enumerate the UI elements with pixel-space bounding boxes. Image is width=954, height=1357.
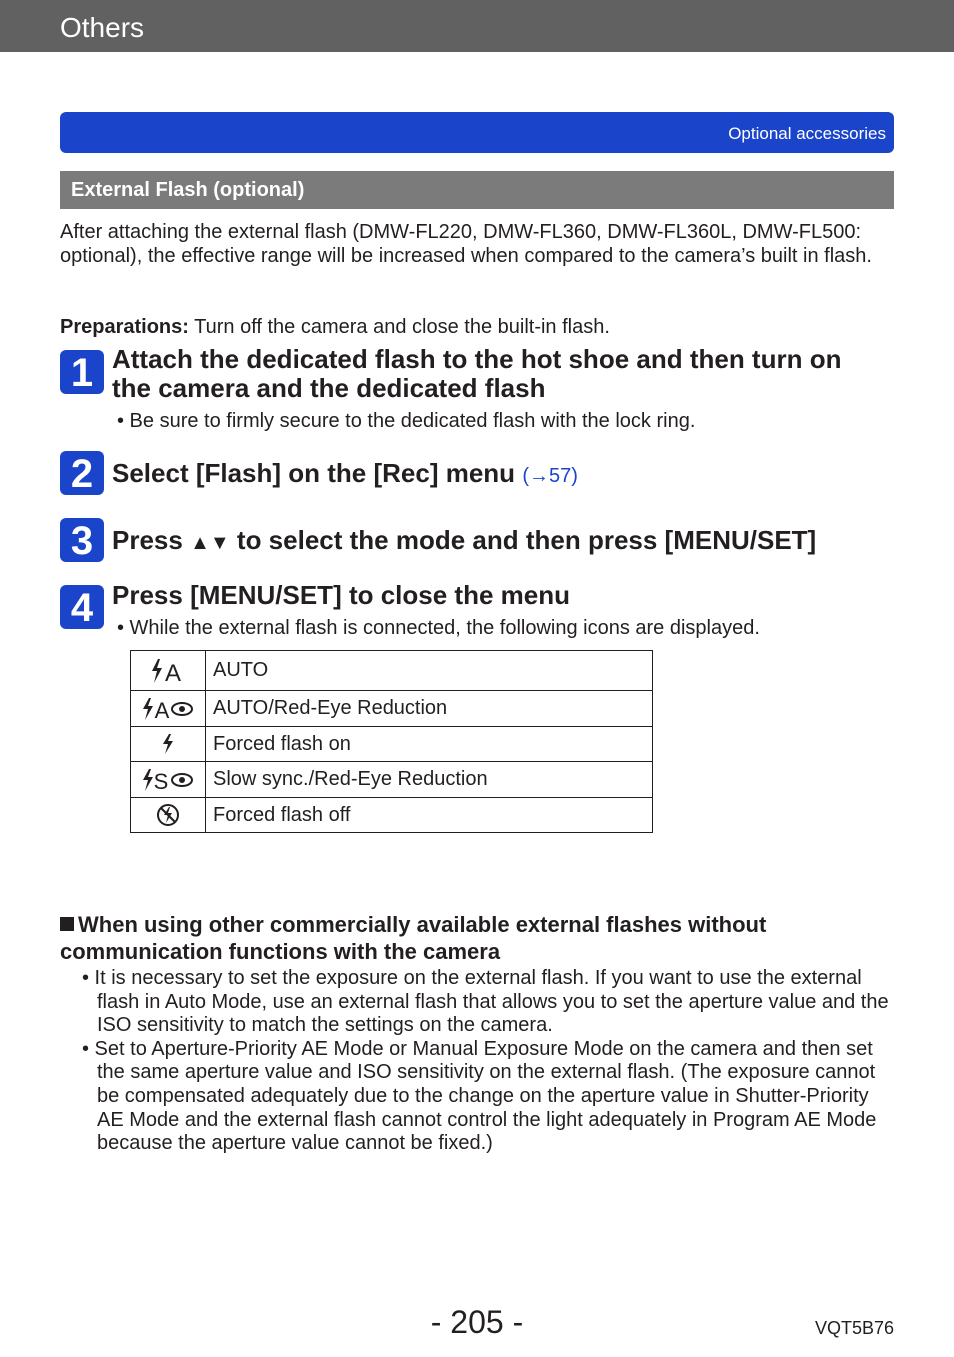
intro-paragraph: After attaching the external flash (DMW-FL220, DMW-FL360, DMW-FL360L, DMW-FL500: optional), the effective range will be increased when compared to the camera’s built in flash. [60,221,872,267]
step-3-title-post: to select the mode and then press [MENU/SET] [236,525,817,555]
step-4-number: 4 [60,585,104,629]
commercial-flash-bullets [82,967,892,1156]
section-title: External Flash (optional) [71,179,305,201]
flash-mode-label: AUTO/Red-Eye Reduction [206,691,653,727]
table-row [131,651,653,691]
flash-auto-red-eye-icon [131,691,206,727]
section-header [60,171,894,209]
svg-text:A: A [164,659,182,684]
bullet-item: • It is necessary to set the exposure on the external flash. If you want to use the external flash in Auto Mode, use an external flash that allows you to set the aperture value and the ISO sensitivity to match the settings on the camera. [82,967,889,1037]
flash-mode-label: Slow sync./Red-Eye Reduction [206,762,653,798]
page-number: - 205 - [430,1304,524,1340]
flash-mode-label: Forced flash off [206,798,653,833]
table-row [131,798,653,833]
square-bullet-icon [60,917,74,931]
flash-mode-label: AUTO [206,651,653,691]
step-3-title [112,526,816,558]
step-3-title-pre: Press [112,525,183,555]
flash-on-icon [131,727,206,762]
commercial-flash-heading-text: When using other commercially available external flashes without communication functions with the camera [60,912,767,964]
preparations [60,315,610,339]
step-2-title-text: Select [Flash] on the [Rec] menu [112,458,516,488]
flash-off-icon [131,798,206,833]
flash-slow-sync-red-eye-icon [131,762,206,798]
table-row [131,691,653,727]
document-code: VQT5B76 [814,1318,894,1338]
step-3-number: 3 [60,518,104,562]
category-label: Optional accessories [728,124,886,143]
table-row [131,762,653,798]
up-down-arrows-icon: ▲▼ [190,532,230,554]
bullet-item: • Set to Aperture-Priority AE Mode or Manual Exposure Mode on the camera and then set the same aperture value and ISO sensitivity on the external flash. (The exposure cannot be compensated adequately due to the change on the aperture value in Shutter-Priority AE Mode and the external flash cannot control the light adequately in Program AE Mode because the aperture value cannot be fixed.) [82,1037,877,1155]
step-4-title: Press [MENU/SET] to close the menu [112,580,570,610]
page-reference-link[interactable]: (→57) [522,465,578,487]
step-1-number: 1 [60,350,104,394]
step-4-note: • While the external flash is connected, the following icons are displayed. [117,617,760,639]
preparations-text: Turn off the camera and close the built-in flash. [188,316,610,338]
step-2-title [112,459,578,491]
header-title: Others [60,12,145,43]
header-bar [0,0,954,52]
svg-text:S: S [153,768,169,792]
svg-text:A: A [154,697,170,721]
commercial-flash-heading [60,911,880,965]
step-1-note: • Be sure to firmly secure to the dedicated flash with the lock ring. [117,410,696,432]
step-1-title: Attach the dedicated flash to the hot shoe and then turn on the camera and the dedicated flash [112,344,842,403]
preparations-label: Preparations: [60,316,189,338]
flash-mode-label: Forced flash on [206,727,653,762]
flash-mode-table [130,650,653,833]
category-bar [60,112,894,153]
step-2-number: 2 [60,451,104,495]
flash-auto-icon [131,651,206,691]
table-row [131,727,653,762]
